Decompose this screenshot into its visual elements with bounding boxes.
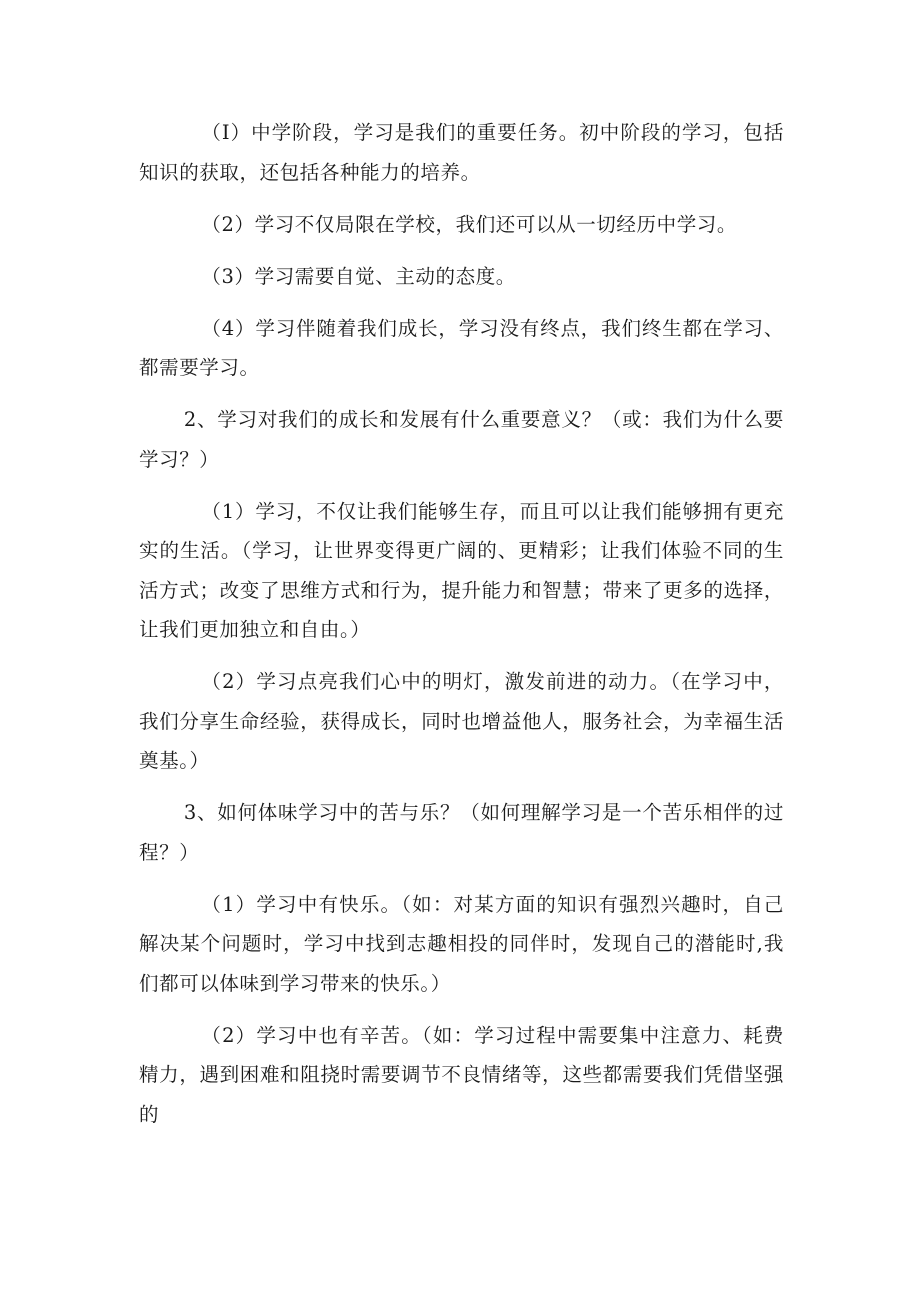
question-3: 3、如何体味学习中的苦与乐？（如何理解学习是一个苦乐相伴的过程？） (139, 801, 784, 864)
paragraph-6: （1）学习，不仅让我们能够生存，而且可以让我们能够拥有更充实的生活。（学习，让世界变得更广阔的、更精彩；让我们体验不同的生活方式；改变了思维方式和行为，提升能力和智慧；带来了更多的选择，让我们更加独立和自由。） (139, 499, 784, 641)
paragraph-2: （2）学习不仅局限在学校，我们还可以从一切经历中学习。 (201, 212, 737, 236)
paragraph-10: （2）学习中也有辛苦。（如：学习过程中需要集中注意力、耗费精力，遇到困难和阻挠时需要调节不良情绪等，这些都需要我们凭借坚强的 (139, 1023, 784, 1126)
paragraph-4: （4）学习伴随着我们成长，学习没有终点，我们终生都在学习、都需要学习。 (139, 316, 784, 379)
paragraph-7: （2）学习点亮我们心中的明灯，激发前进的动力。（在学习中，我们分享生命经验，获得成长，同时也增益他人，服务社会，为幸福生活奠基。） (139, 670, 784, 772)
paragraph-9: （1）学习中有快乐。（如：对某方面的知识有强烈兴趣时，自己解决某个问题时，学习中找到志趣相投的同伴时，发现自己的潜能时,我们都可以体味到学习带来的快乐。） (139, 892, 784, 995)
question-2: 2、学习对我们的成长和发展有什么重要意义？（或：我们为什么要学习？） (139, 408, 784, 471)
document-body (139, 113, 784, 1147)
paragraph-3: （3）学习需要自觉、主动的态度。 (201, 264, 516, 288)
paragraph-1: （I）中学阶段，学习是我们的重要任务。初中阶段的学习，包括知识的获取，还包括各种能力的培养。 (139, 121, 784, 184)
